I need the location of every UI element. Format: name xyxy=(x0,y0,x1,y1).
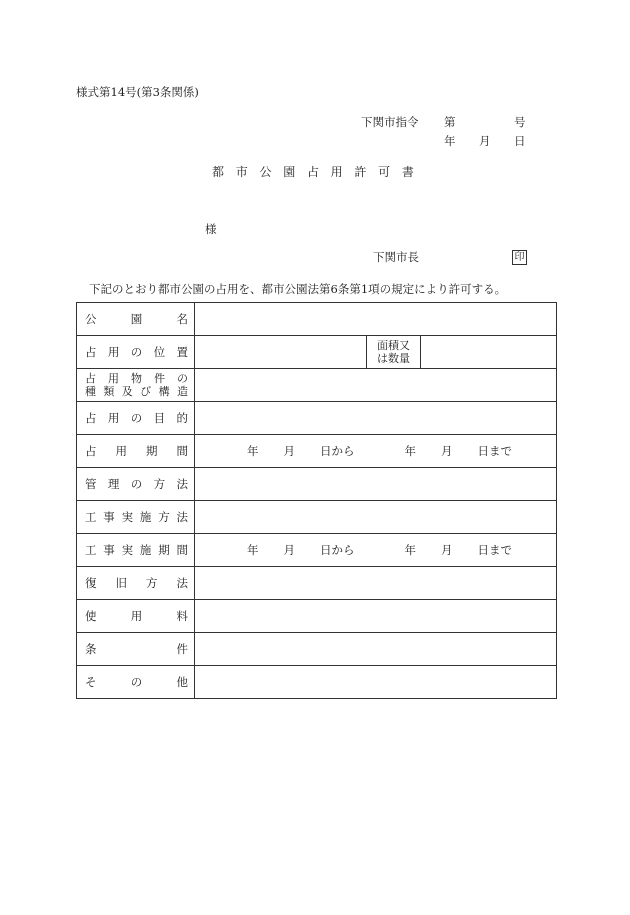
label-char: 構 xyxy=(158,385,170,398)
permit-table xyxy=(76,302,557,699)
table-row xyxy=(77,336,557,369)
label-char: 事 xyxy=(103,510,115,524)
title-char: 市 xyxy=(235,165,248,179)
label-char: 間 xyxy=(176,444,188,458)
table-row xyxy=(77,600,557,633)
label-char: 件 xyxy=(154,372,165,385)
title-char: 用 xyxy=(330,165,343,179)
label-construction-period xyxy=(77,534,195,567)
value-purpose[interactable] xyxy=(195,402,557,435)
period-day-until: 日まで xyxy=(477,444,512,458)
label-char: 園 xyxy=(130,312,143,326)
label-char: 理 xyxy=(107,477,120,491)
value-park-name[interactable] xyxy=(195,303,557,336)
label-char: 占 xyxy=(85,411,97,425)
value-construction-method[interactable] xyxy=(195,501,557,534)
label-char: 方 xyxy=(153,477,166,491)
seal-mark xyxy=(512,249,527,265)
label-park-name xyxy=(77,303,195,336)
value-area[interactable] xyxy=(421,336,557,369)
period-day-from: 日から xyxy=(320,444,355,458)
period-year: 年 xyxy=(247,543,259,557)
label-char: の xyxy=(130,675,143,689)
title-char: 許 xyxy=(354,165,367,179)
label-period xyxy=(77,435,195,468)
value-construction-period[interactable] xyxy=(195,534,557,567)
label-char: 占 xyxy=(85,372,96,385)
issuer-dai: 第 xyxy=(444,115,456,129)
label-purpose xyxy=(77,402,195,435)
label-char: 事 xyxy=(103,543,115,557)
label-char: 造 xyxy=(176,385,188,398)
label-char: 及 xyxy=(121,385,133,398)
title-char: 可 xyxy=(378,165,391,179)
label-char: 復 xyxy=(85,576,97,590)
title-char: 書 xyxy=(401,165,414,179)
period-range xyxy=(195,443,556,459)
label-char: 用 xyxy=(115,444,127,458)
label-char: 施 xyxy=(139,543,152,557)
label-char: 類 xyxy=(103,385,115,398)
label-area-line2: は数量 xyxy=(377,352,410,365)
issuer-go: 号 xyxy=(514,115,526,129)
table-row xyxy=(77,402,557,435)
title-char: 公 xyxy=(259,165,272,179)
table-row xyxy=(77,369,557,402)
label-char: 方 xyxy=(158,510,170,524)
title-char: 占 xyxy=(306,165,319,179)
label-char: 用 xyxy=(130,609,143,623)
value-other[interactable] xyxy=(195,666,557,699)
label-char: 占 xyxy=(85,444,97,458)
period-year: 年 xyxy=(404,444,416,458)
value-conditions[interactable] xyxy=(195,633,557,666)
label-construction-method xyxy=(77,501,195,534)
table-row xyxy=(77,303,557,336)
label-char: そ xyxy=(85,675,97,689)
value-object-type[interactable] xyxy=(195,369,557,402)
table-row xyxy=(77,468,557,501)
period-month: 月 xyxy=(441,543,453,557)
label-char: 間 xyxy=(176,543,188,557)
period-month: 月 xyxy=(283,543,295,557)
label-char: の xyxy=(177,372,188,385)
signer-title: 下関市長 xyxy=(373,250,419,264)
intro-text: 下記のとおり都市公園の占用を、都市公園法第6条第1項の規定により許可する。 xyxy=(89,282,507,296)
label-char: 用 xyxy=(107,411,120,425)
period-year: 年 xyxy=(404,543,416,557)
label-char: 料 xyxy=(176,609,188,623)
label-char: 法 xyxy=(176,576,188,590)
label-char: 施 xyxy=(139,510,152,524)
label-fee xyxy=(77,600,195,633)
label-char: 占 xyxy=(85,345,97,359)
document-title xyxy=(212,163,414,180)
label-location xyxy=(77,336,195,369)
title-char: 都 xyxy=(212,165,225,179)
label-char: 旧 xyxy=(115,576,127,590)
period-year: 年 xyxy=(247,444,259,458)
table-row xyxy=(77,435,557,468)
label-char: 実 xyxy=(121,543,134,557)
label-object-type xyxy=(77,369,195,402)
label-char: 法 xyxy=(176,477,188,491)
label-char: 置 xyxy=(176,345,188,359)
label-char: 実 xyxy=(121,510,134,524)
issuer-prefix: 下関市指令 xyxy=(361,115,419,129)
value-location[interactable] xyxy=(195,336,367,369)
label-char: 位 xyxy=(153,345,166,359)
period-day-from: 日から xyxy=(320,543,355,557)
label-management xyxy=(77,468,195,501)
date-month: 月 xyxy=(479,134,491,148)
table-row xyxy=(77,534,557,567)
value-restoration[interactable] xyxy=(195,567,557,600)
label-char: 方 xyxy=(146,576,158,590)
label-char: 目 xyxy=(153,411,166,425)
value-management[interactable] xyxy=(195,468,557,501)
label-char: 名 xyxy=(176,312,188,326)
seal-label: 印 xyxy=(512,250,527,265)
period-month: 月 xyxy=(283,444,295,458)
addressee-suffix: 様 xyxy=(205,222,217,236)
label-area-line1: 面積又 xyxy=(377,339,410,352)
label-char: 使 xyxy=(85,609,97,623)
date-year: 年 xyxy=(444,134,456,148)
value-fee[interactable] xyxy=(195,600,557,633)
label-char: 的 xyxy=(176,411,188,425)
label-char: 用 xyxy=(108,372,119,385)
label-char: 管 xyxy=(85,477,97,491)
label-area xyxy=(367,336,421,369)
title-char: 園 xyxy=(283,165,296,179)
label-char: 期 xyxy=(158,543,170,557)
form-number: 様式第14号(第3条関係) xyxy=(76,85,199,99)
label-char: 期 xyxy=(146,444,158,458)
value-period[interactable] xyxy=(195,435,557,468)
label-char: 工 xyxy=(85,510,97,524)
label-char: 用 xyxy=(107,345,120,359)
label-conditions xyxy=(77,633,195,666)
period-month: 月 xyxy=(441,444,453,458)
label-char: 物 xyxy=(131,372,142,385)
label-restoration xyxy=(77,567,195,600)
label-char: び xyxy=(140,385,152,398)
table-row xyxy=(77,501,557,534)
label-char: 件 xyxy=(176,642,188,656)
label-char: の xyxy=(130,477,143,491)
construction-period-range xyxy=(195,542,556,558)
label-char: 条 xyxy=(85,642,97,656)
label-char: 他 xyxy=(176,675,188,689)
label-char: の xyxy=(130,411,143,425)
table-row xyxy=(77,567,557,600)
label-other xyxy=(77,666,195,699)
date-day: 日 xyxy=(514,134,526,148)
label-char: の xyxy=(130,345,143,359)
label-char: 公 xyxy=(85,312,97,326)
label-char: 法 xyxy=(176,510,188,524)
label-char: 工 xyxy=(85,543,97,557)
label-char: 種 xyxy=(85,385,96,398)
table-row xyxy=(77,633,557,666)
period-day-until: 日まで xyxy=(477,543,512,557)
table-row xyxy=(77,666,557,699)
